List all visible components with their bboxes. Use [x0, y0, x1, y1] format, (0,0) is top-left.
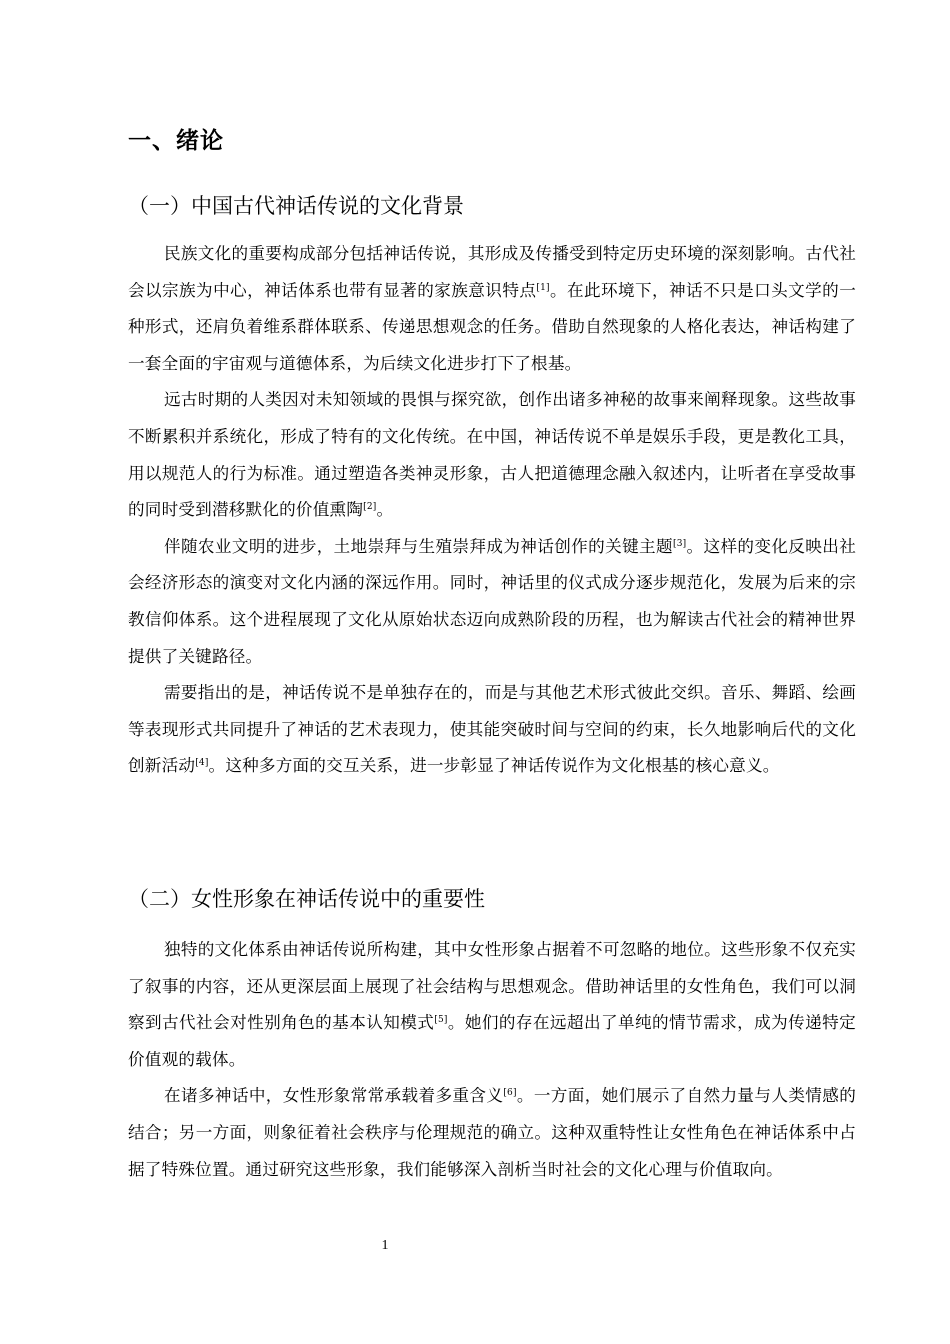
paragraph	[128, 675, 856, 785]
citation: [6]	[503, 1088, 517, 1099]
paragraph-text: 需要指出的是，神话传说不是单独存在的，而是与其他艺术形式彼此交织。音乐、舞蹈、绘画等表现形式共同提升了神话的艺术表现力，使其能突破时间与空间的约束，长久地影响后代的文化创新活动	[128, 683, 856, 776]
paragraph-text: 。这种多方面的交互关系，进一步彰显了神话传说作为文化根基的核心意义。	[208, 756, 780, 776]
paragraph-text: 。	[376, 500, 394, 520]
paragraph-text: 。这样的变化反映出社会经济形态的演变对文化内涵的深远作用。同时，神话里的仪式成分逐步规范化，发展为后来的宗教信仰体系。这个进程展现了文化从原始状态迈向成熟阶段的历程，也为解读古代社会的精神世界提供了关键路径。	[128, 536, 857, 666]
citation: [5]	[434, 1015, 448, 1026]
section-2-title: （二）女性形象在神话传说中的重要性	[128, 887, 485, 911]
paragraph-text: 。在此环境下，神话不只是口头文学的一种形式，还肩负着维系群体联系、传递思想观念的任务。借助自然现象的人格化表达，神话构建了一套全面的宇宙观与道德体系，为后续文化进步打下了根基。	[128, 280, 856, 373]
citation: [3]	[672, 538, 687, 549]
paragraph-text: 伴随农业文明的进步，土地崇拜与生殖崇拜成为神话创作的关键主题	[164, 536, 673, 556]
citation: [4]	[195, 758, 209, 769]
paragraph	[128, 382, 856, 528]
paragraph-text: 独特的文化体系由神话传说所构建，其中女性形象占据着不可忽略的地位。这些形象不仅充实了叙事的内容，还从更深层面上展现了社会结构与思想观念。借助神话里的女性角色，我们可以洞察到古代社会对性别角色的基本认知模式	[128, 940, 856, 1033]
section-1-body	[128, 236, 856, 785]
paragraph	[128, 1078, 856, 1188]
citation: [1]	[536, 282, 550, 293]
paragraph-text: 在诸多神话中，女性形象常常承载着多重含义	[164, 1086, 504, 1106]
paragraph-text: 。她们的存在远超出了单纯的情节需求，成为传递特定价值观的载体。	[128, 1013, 856, 1069]
paragraph-text: 远古时期的人类因对未知领域的畏惧与探究欲，创作出诸多神秘的故事来阐释现象。这些故事不断累积并系统化，形成了特有的文化传统。在中国，神话传说不单是娱乐手段，更是教化工具，用以规范人的行为标准。通过塑造各类神灵形象，古人把道德理念融入叙述内，让听者在享受故事的同时受到潜移默化的价值熏陶	[128, 390, 856, 520]
chapter-heading: 一、绪论	[128, 128, 224, 154]
paragraph	[128, 236, 856, 382]
paragraph-text: 。一方面，她们展示了自然力量与人类情感的结合；另一方面，则象征着社会秩序与伦理规范的确立。这种双重特性让女性角色在神话体系中占据了特殊位置。通过研究这些形象，我们能够深入剖析当时社会的文化心理与价值取向。	[128, 1086, 857, 1179]
paragraph	[128, 529, 856, 675]
section-2-body	[128, 932, 856, 1188]
citation: [2]	[363, 502, 377, 513]
page-number: 1	[381, 1238, 389, 1253]
paragraph	[128, 932, 856, 1078]
paragraph-text: 民族文化的重要构成部分包括神话传说，其形成及传播受到特定历史环境的深刻影响。古代社会以宗族为中心，神话体系也带有显著的家族意识特点	[128, 244, 856, 300]
section-1-title: （一）中国古代神话传说的文化背景	[128, 194, 464, 218]
